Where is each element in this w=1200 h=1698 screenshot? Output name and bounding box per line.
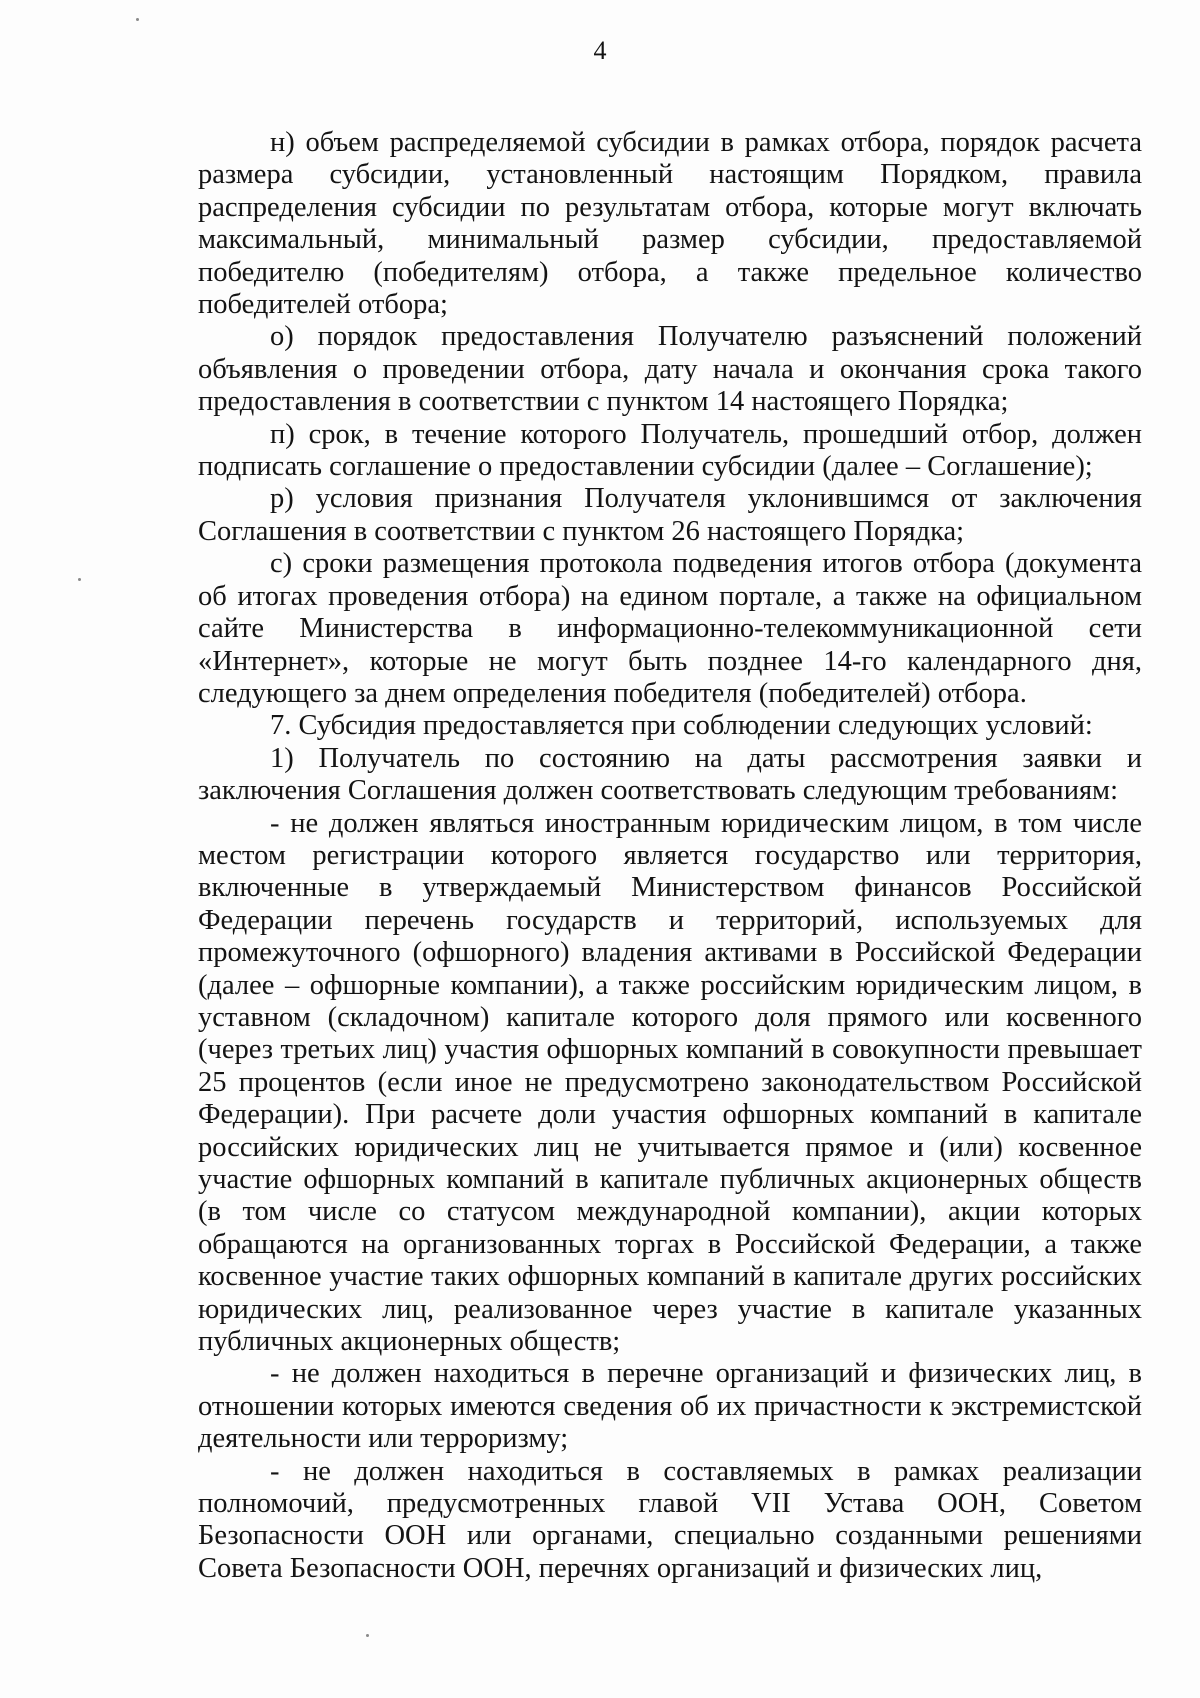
paragraph-requirement-offshore: - не должен являться иностранным юридическим лицом, в том числе местом регистрации которого является государство или территория, включенные в утверждаемый Министерством финансов Российской Федерации перечень государств и территорий, используемых для промежуточного (офшорного) владения активами в Российской Федерации (далее – офшорные компании), а также российским юридическим лицом, в уставном (складочном) капитале которого доля прямого или косвенного (через третьих лиц) участия офшорных компаний в совокупности превышает 25 процентов (если иное не предусмотрено законодательством Российской Федерации). При расчете доли участия офшорных компаний в капитале российских юридических лиц не учитывается прямое и (или) косвенное участие офшорных компаний в капитале публичных акционерных обществ (в том числе со статусом международной компании), акции которых обращаются на организованных торгах в Российской Федерации, а также косвенное участие таких офшорных компаний в капитале других российских юридических лиц, реализованное через участие в капитале указанных публичных акционерных обществ; [198,807,1142,1358]
scan-speck [366,1634,369,1637]
paragraph-item-n: н) объем распределяемой субсидии в рамках отбора, порядок расчета размера субсидии, установленный настоящим Порядком, правила распределения субсидии по результатам отбора, которые могут включать максимальный, минимальный размер субсидии, предоставляемой победителю (победителям) отбора, а также предельное количество победителей отбора; [198,127,1142,321]
paragraph-item-s: с) сроки размещения протокола подведения итогов отбора (документа об итогах проведения отбора) на едином портале, а также на официальном сайте Министерства в информационно-телекоммуникационной сети «Интернет», которые не могут быть позднее 14-го календарного дня, следующего за днем определения победителя (победителей) отбора. [198,548,1142,709]
paragraph-requirement-extremism: - не должен находиться в перечне организаций и физических лиц, в отношении которых имеются сведения об их причастности к экстремистской деятельности или терроризму; [198,1358,1142,1455]
document-body [198,127,1142,1585]
paragraph-clause-7: 7. Субсидия предоставляется при соблюдении следующих условий: [270,710,1093,742]
paragraph-requirement-un-lists: - не должен находиться в составляемых в рамках реализации полномочий, предусмотренных главой VII Устава ООН, Советом Безопасности ООН или органами, специально созданными решениями Совета Безопасности ООН, перечнях организаций и физических лиц, [198,1455,1142,1584]
paragraph-item-r: р) условия признания Получателя уклонившимся от заключения Соглашения в соответствии с пунктом 26 настоящего Порядка; [198,483,1142,547]
paragraph-item-o: о) порядок предоставления Получателю разъяснений положений объявления о проведении отбора, дату начала и окончания срока такого предоставления в соответствии с пунктом 14 настоящего Порядка; [198,321,1142,418]
scan-speck [78,578,81,581]
page-number: 4 [593,36,607,65]
paragraph-clause-7-1: 1) Получатель по состоянию на даты рассмотрения заявки и заключения Соглашения должен соответствовать следующим требованиям: [198,742,1142,807]
paragraph-item-p: п) срок, в течение которого Получатель, прошедший отбор, должен подписать соглашение о предоставлении субсидии (далее – Соглашение); [198,418,1142,483]
scan-speck [136,18,139,21]
